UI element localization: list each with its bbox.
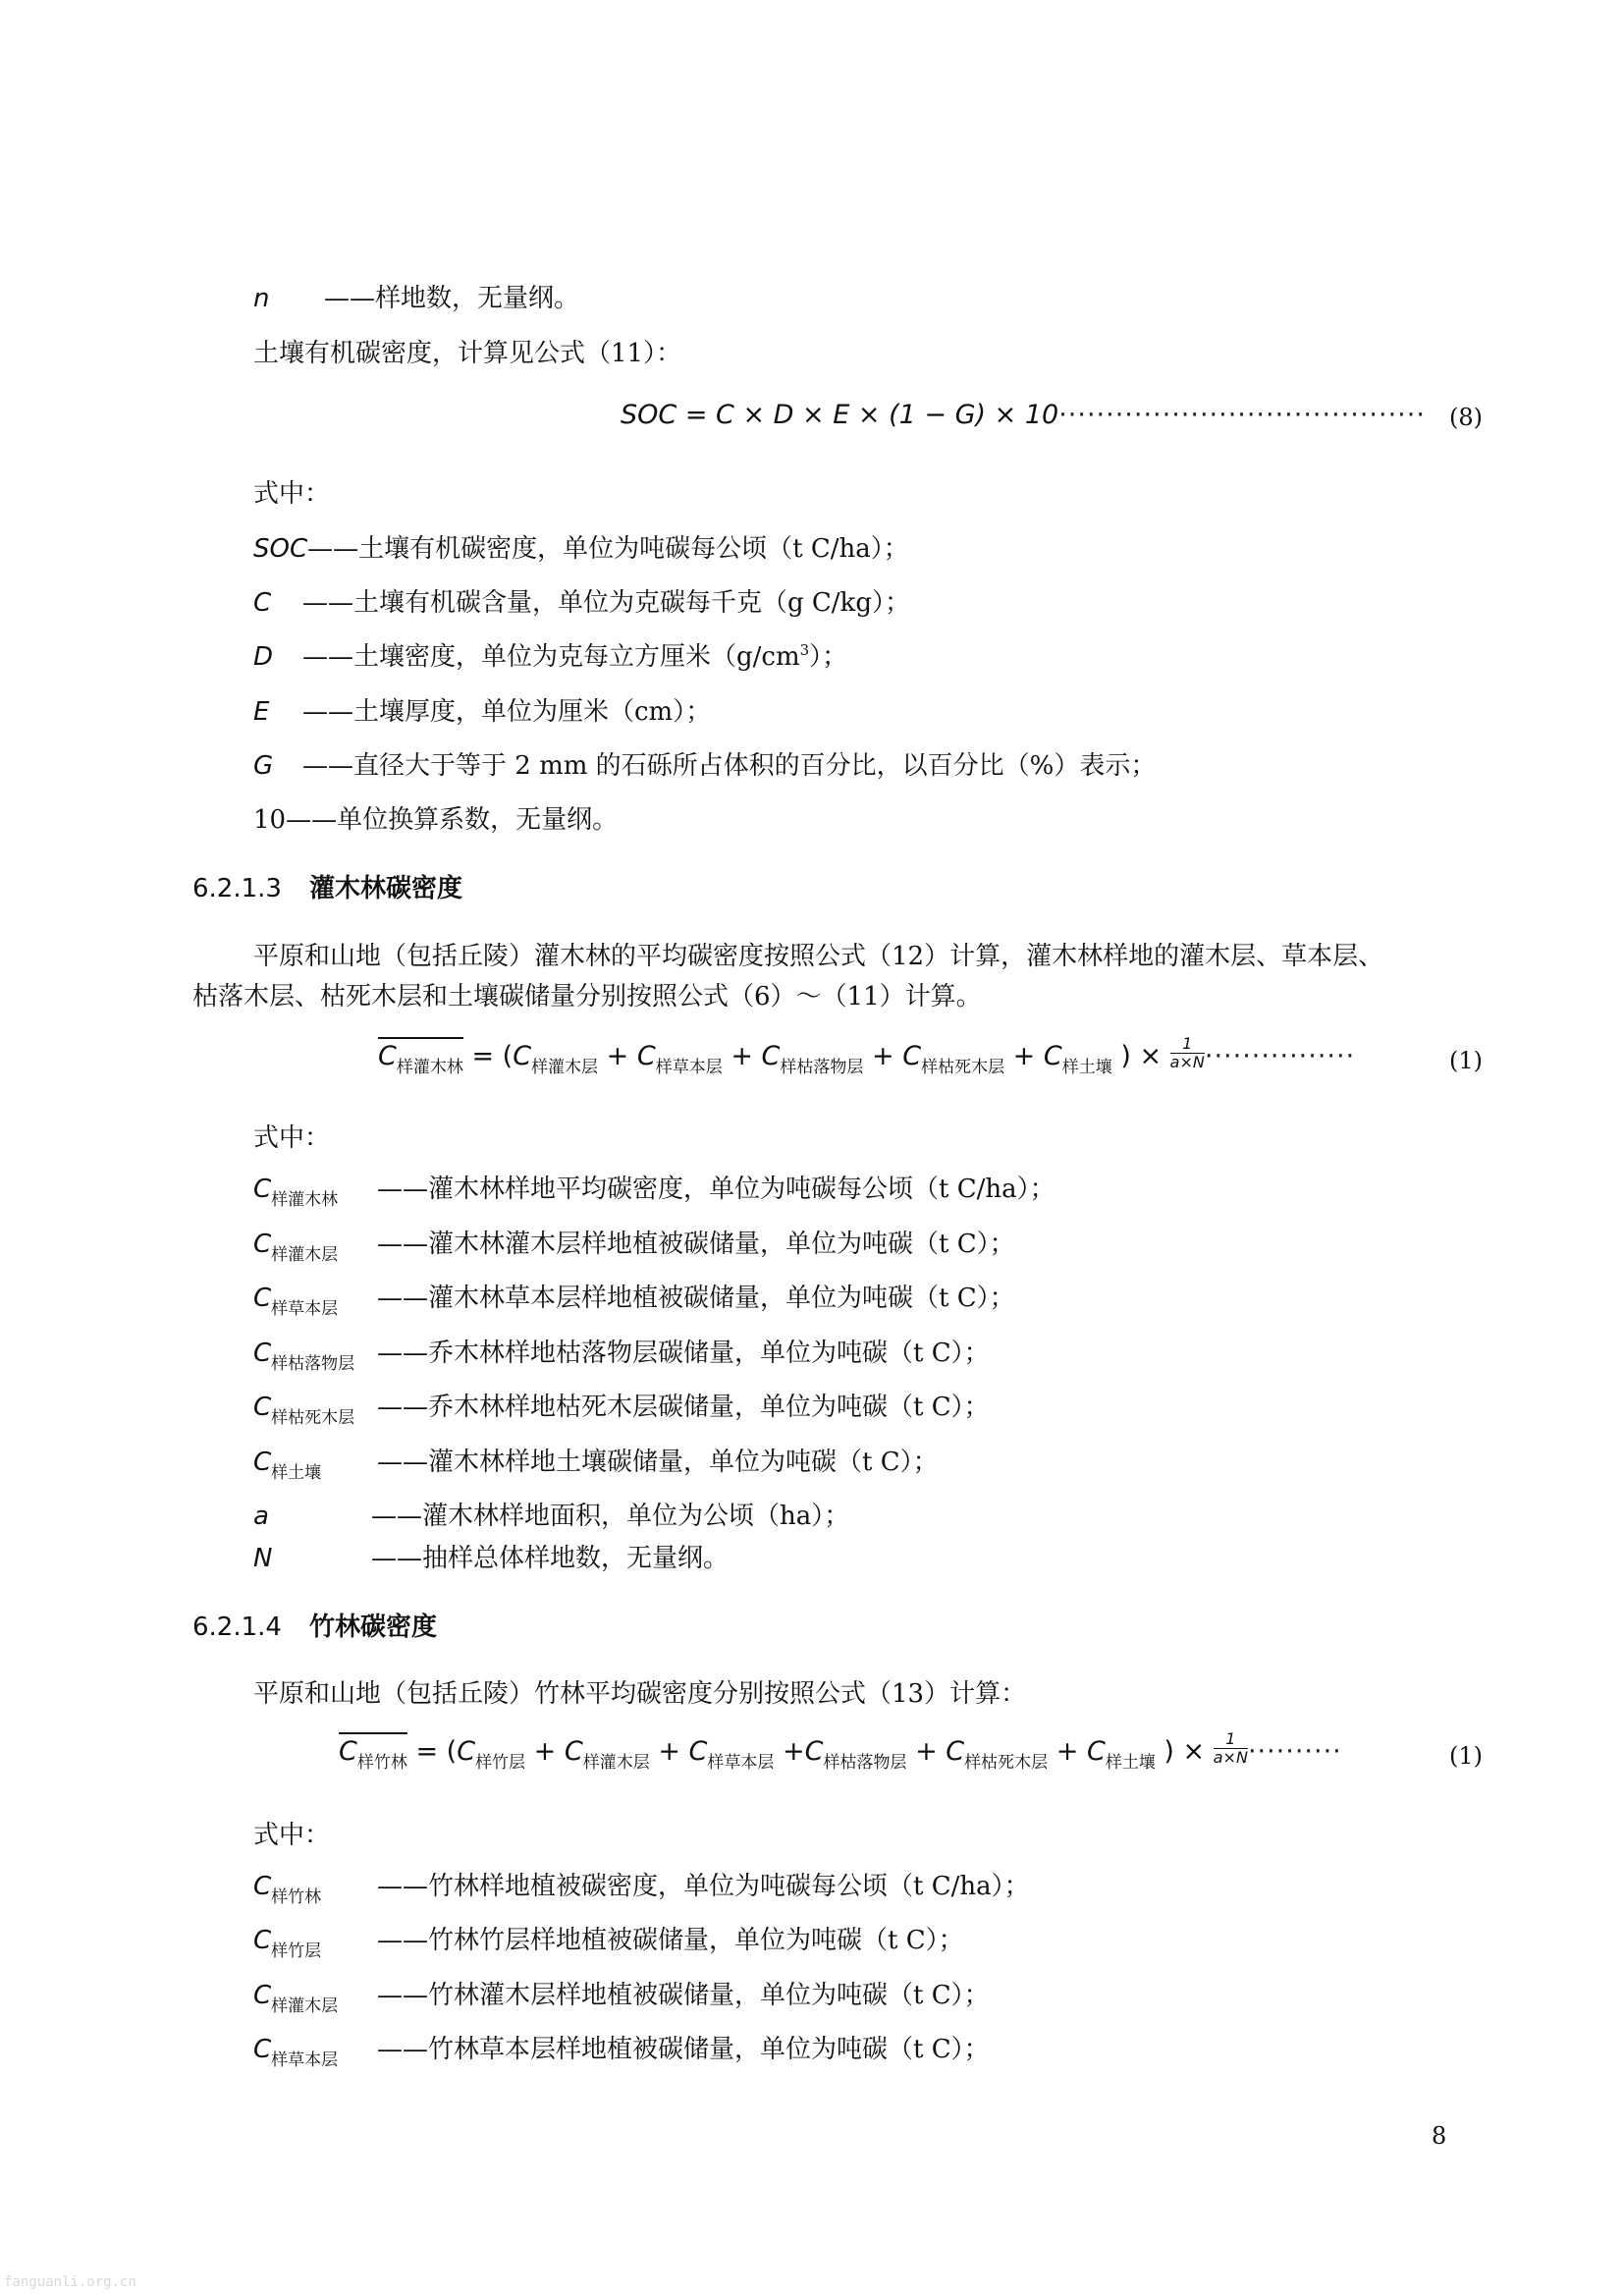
formula-sub: 样草本层 [655, 1058, 723, 1077]
formula-soc [621, 396, 1426, 435]
formula-shrub: $C_{样灌木林} = (C_{样灌木层} + C_{样草本层} + C_{样枯落物层} + C_{样枯死木层} + C_{样土壤}$ ) × $\frac{1}{a\times N}$ ················ [378, 1034, 1356, 1077]
var-soc-line [253, 532, 909, 566]
var-sub: 样灌木层 [271, 1245, 339, 1265]
var-desc: ——直径大于等于 2 mm 的石砾所占体积的百分比，以百分比（%）表示； [302, 751, 1157, 781]
superscript: 3 [799, 641, 810, 659]
page-number: 8 [1432, 2122, 1447, 2150]
var-sub: 样枯死木层 [271, 1408, 355, 1428]
var-symbol: D [253, 642, 274, 672]
var-a-line [253, 1500, 849, 1533]
where-label: 式中： [253, 1821, 331, 1850]
var-c-bamboo-forest-line [253, 1870, 1030, 1906]
where-label: 式中： [253, 479, 331, 509]
var-c-litter-layer-line [253, 1337, 990, 1373]
section-heading-6214 [192, 1611, 437, 1644]
var-desc: ——竹林样地植被碳密度，单位为吨碳每公顷（t C/ha）； [377, 1872, 1030, 1901]
formula-expr: SOC = C × D × E × (1 − G) × 10 [621, 400, 1059, 430]
var-desc: ——土壤有机碳密度，单位为吨碳每公顷（t C/ha）； [307, 534, 909, 564]
var-symbol: $C_{样灌木层}$ [253, 1981, 339, 2016]
var-desc: ——土壤厚度，单位为厘米（cm）； [302, 697, 712, 727]
formula-bamboo: $C_{样竹林} = (C_{样竹层} + C_{样灌木层} + C_{样草本层} +C_{样枯落物层} + C_{样枯死木层} + C_{样土壤}$ ) × $\frac{1}{a\times N}$ ·········· [339, 1729, 1342, 1773]
var-desc: ——乔木林样地枯落物层碳储量，单位为吨碳（t C）； [377, 1339, 990, 1368]
var-symbol: a [253, 1502, 269, 1531]
fraction-denominator: a×N [1213, 1748, 1248, 1767]
var-desc: ——灌木林草本层样地植被碳储量，单位为吨碳（t C）； [377, 1284, 1015, 1313]
fraction-numerator: 1 [1170, 1035, 1205, 1054]
formula-sub: 样土壤 [1061, 1058, 1112, 1077]
var-sub: 样灌木层 [271, 1996, 339, 2016]
var-symbol: $C_{样竹层}$ [253, 1926, 322, 1961]
var-c-line [253, 586, 910, 620]
section-title: 灌木林碳密度 [308, 874, 462, 903]
formula-dots: ······································· [1058, 400, 1426, 430]
var-sub: 样草本层 [271, 2050, 339, 2070]
var-sub: 样灌木林 [271, 1190, 339, 1210]
formula-sub: 样竹层 [475, 1753, 526, 1773]
formula-sub: 样枯死木层 [964, 1753, 1049, 1773]
var-symbol: $C_{样灌木林}$ [253, 1175, 339, 1210]
formula-sub: 样枯死木层 [921, 1058, 1005, 1077]
var-desc: ——灌木林样地平均碳密度，单位为吨碳每公顷（t C/ha）； [377, 1175, 1055, 1204]
section-heading-6213 [192, 872, 462, 905]
var-symbol: $C_{样竹林}$ [253, 1872, 322, 1907]
formula-sub: 样草本层 [707, 1753, 775, 1773]
var-desc: ——灌木林样地土壤碳储量，单位为吨碳（t C）； [377, 1448, 939, 1477]
var-desc: ——样地数，无量纲。 [324, 284, 580, 313]
var-c-soil-line [253, 1446, 939, 1482]
var-desc-tail: ）； [809, 642, 848, 672]
var-sub: 样枯落物层 [271, 1354, 355, 1374]
formula-sub: 样竹林 [356, 1753, 407, 1773]
fraction-denominator: a×N [1169, 1053, 1205, 1071]
var-c-deadwood-layer-line [253, 1391, 990, 1427]
var-symbol: $C_{样枯落物层}$ [253, 1339, 355, 1374]
formula-dots: ·········· [1247, 1736, 1342, 1767]
formula-sub: 样灌木林 [396, 1058, 463, 1077]
formula-fraction [1170, 1035, 1205, 1071]
var-N-line [253, 1542, 729, 1575]
formula-number: (1) [1449, 1742, 1483, 1770]
var-desc: ——抽样总体样地数，无量纲。 [371, 1544, 730, 1573]
var-ten-line [253, 803, 618, 837]
formula-lhs: $C_{样竹林}$ [339, 1732, 407, 1775]
formula-number: (8) [1449, 404, 1483, 431]
var-e-line [253, 695, 711, 729]
var-c-shrub-forest-line [253, 1173, 1055, 1209]
section-number: 6.2.1.4 [192, 1613, 282, 1642]
var-symbol: 10 [253, 805, 287, 835]
var-desc: ——灌木林样地面积，单位为公顷（ha）； [371, 1502, 850, 1531]
var-symbol: $C_{样草本层}$ [253, 2035, 339, 2070]
var-desc: ——乔木林样地枯死木层碳储量，单位为吨碳（t C）； [377, 1393, 990, 1422]
var-symbol: $C_{样土壤}$ [253, 1448, 322, 1483]
var-sub: 样土壤 [271, 1463, 322, 1483]
var-sub: 样草本层 [271, 1299, 339, 1319]
formula-sub: 样枯落物层 [823, 1753, 907, 1773]
var-symbol: $C_{样枯死木层}$ [253, 1393, 355, 1428]
shrub-paragraph-line-1: 平原和山地（包括丘陵）灌木林的平均碳密度按照公式（12）计算，灌木林样地的灌木层、草本层、 [253, 942, 1384, 971]
shrub-paragraph-line-2: 枯落木层、枯死木层和土壤碳储量分别按照公式（6）～（11）计算。 [192, 982, 982, 1011]
var-c-bamboo-herb-line [253, 2033, 990, 2069]
formula-fraction [1214, 1730, 1248, 1767]
var-desc: ——灌木林灌木层样地植被碳储量，单位为吨碳（t C）； [377, 1230, 1015, 1259]
var-symbol: $C_{样灌木层}$ [253, 1230, 339, 1265]
formula-sub: 样枯落物层 [780, 1058, 864, 1077]
var-sub: 样竹层 [271, 1941, 322, 1961]
bamboo-paragraph: 平原和山地（包括丘陵）竹林平均碳密度分别按照公式（13）计算： [253, 1679, 1027, 1709]
var-symbol: C [253, 588, 272, 618]
var-c-bamboo-shrub-line [253, 1979, 990, 2015]
var-c-herb-layer-line [253, 1282, 1015, 1318]
formula-sub: 样土壤 [1105, 1753, 1156, 1773]
var-desc: ——竹林灌木层样地植被碳储量，单位为吨碳（t C）； [377, 1981, 990, 2010]
soc-intro: 土壤有机碳密度，计算见公式（11）： [253, 339, 682, 368]
var-n-line [253, 282, 579, 315]
var-symbol: G [253, 751, 274, 781]
formula-dots: ················ [1204, 1041, 1356, 1071]
formula-lhs: $C_{样灌木林}$ [378, 1037, 463, 1079]
var-symbol: n [253, 284, 270, 313]
var-sub: 样竹林 [271, 1887, 322, 1907]
formula-sub: 样灌木层 [582, 1753, 650, 1773]
var-desc: ——土壤密度，单位为克每立方厘米（g/cm [302, 642, 800, 672]
var-desc: ——竹林竹层样地植被碳储量，单位为吨碳（t C）； [377, 1926, 964, 1955]
watermark-text: fanguanli.org.cn [4, 2274, 136, 2290]
var-symbol: SOC [253, 534, 308, 564]
var-desc: ——竹林草本层样地植被碳储量，单位为吨碳（t C）； [377, 2035, 990, 2064]
var-c-bamboo-layer-line [253, 1924, 964, 1960]
var-desc: ——单位换算系数，无量纲。 [286, 805, 619, 835]
formula-sub: 样灌木层 [531, 1058, 599, 1077]
var-c-shrub-layer-line [253, 1228, 1015, 1264]
var-d-line [253, 640, 847, 677]
var-symbol: N [253, 1544, 273, 1573]
var-symbol: E [253, 697, 270, 727]
var-symbol: $C_{样草本层}$ [253, 1284, 339, 1319]
where-label: 式中： [253, 1123, 331, 1153]
var-g-line [253, 749, 1156, 783]
section-title: 竹林碳密度 [308, 1613, 437, 1642]
var-desc: ——土壤有机碳含量，单位为克碳每千克（g C/kg）； [302, 588, 910, 618]
fraction-numerator: 1 [1214, 1730, 1248, 1749]
formula-number: (1) [1449, 1047, 1483, 1074]
section-number: 6.2.1.3 [192, 874, 282, 903]
